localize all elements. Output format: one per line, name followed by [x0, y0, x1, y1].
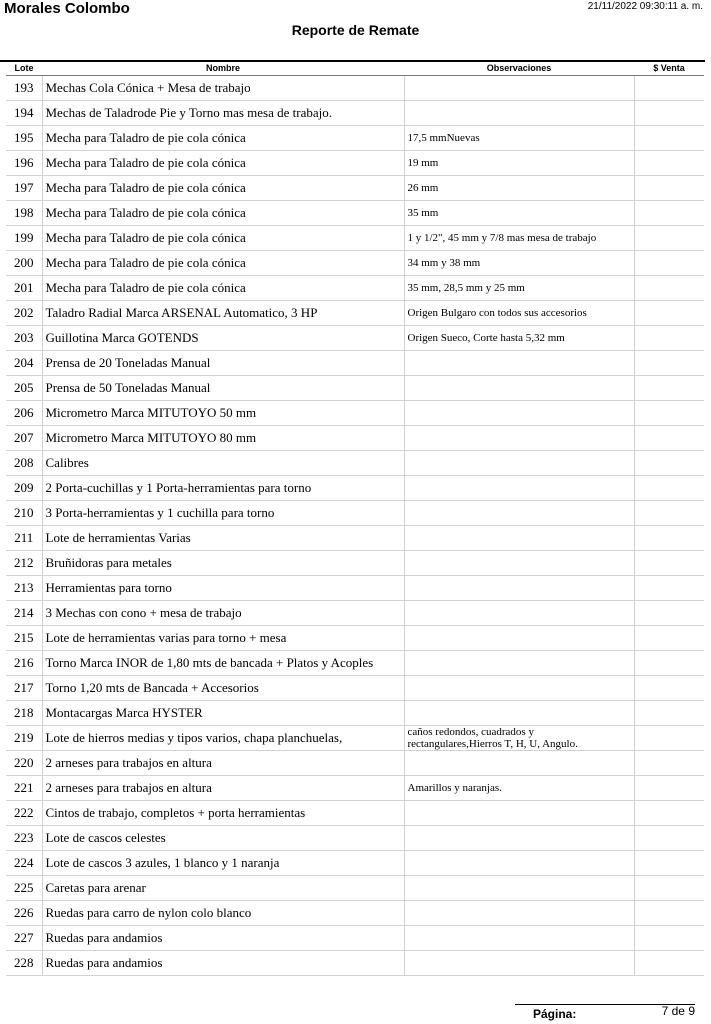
nombre-cell: Mecha para Taladro de pie cola cónica [42, 251, 404, 276]
observaciones-cell [404, 651, 634, 676]
observaciones-cell [404, 901, 634, 926]
lote-cell: 203 [6, 326, 42, 351]
nombre-cell: Caretas para arenar [42, 876, 404, 901]
observaciones-cell: 35 mm [404, 201, 634, 226]
lote-cell: 221 [6, 776, 42, 801]
venta-cell [634, 576, 704, 601]
table-row [6, 476, 704, 501]
venta-cell [634, 176, 704, 201]
nombre-cell: 2 arneses para trabajos en altura [42, 751, 404, 776]
nombre-cell: Herramientas para torno [42, 576, 404, 601]
nombre-cell: Cintos de trabajo, completos + porta herramientas [42, 801, 404, 826]
nombre-cell: Ruedas para carro de nylon colo blanco [42, 901, 404, 926]
table-row [6, 551, 704, 576]
lote-cell: 206 [6, 401, 42, 426]
venta-cell [634, 401, 704, 426]
table-row [6, 776, 704, 801]
table-row [6, 801, 704, 826]
table-row [6, 301, 704, 326]
venta-cell [634, 751, 704, 776]
venta-cell [634, 151, 704, 176]
table-row [6, 176, 704, 201]
table-row [6, 351, 704, 376]
lote-cell: 220 [6, 751, 42, 776]
observaciones-cell: 35 mm, 28,5 mm y 25 mm [404, 276, 634, 301]
observaciones-cell [404, 576, 634, 601]
observaciones-cell [404, 551, 634, 576]
venta-cell [634, 101, 704, 126]
table-row [6, 576, 704, 601]
nombre-cell: Mecha para Taladro de pie cola cónica [42, 151, 404, 176]
venta-cell [634, 601, 704, 626]
nombre-cell: Lote de hierros medias y tipos varios, chapa planchuelas, [42, 726, 404, 751]
observaciones-cell: 17,5 mmNuevas [404, 126, 634, 151]
observaciones-cell: 1 y 1/2", 45 mm y 7/8 mas mesa de trabajo [404, 226, 634, 251]
observaciones-cell [404, 76, 634, 101]
table-row [6, 726, 704, 751]
nombre-cell: Calibres [42, 451, 404, 476]
nombre-cell: Mecha para Taladro de pie cola cónica [42, 201, 404, 226]
observaciones-cell [404, 676, 634, 701]
nombre-cell: Mecha para Taladro de pie cola cónica [42, 176, 404, 201]
table-row [6, 526, 704, 551]
venta-cell [634, 876, 704, 901]
observaciones-cell [404, 851, 634, 876]
lote-cell: 212 [6, 551, 42, 576]
venta-cell [634, 651, 704, 676]
table-row [6, 126, 704, 151]
table-row [6, 201, 704, 226]
lote-cell: 195 [6, 126, 42, 151]
observaciones-cell [404, 476, 634, 501]
venta-cell [634, 351, 704, 376]
nombre-cell: 3 Porta-herramientas y 1 cuchilla para torno [42, 501, 404, 526]
table-row [6, 701, 704, 726]
nombre-cell: 2 arneses para trabajos en altura [42, 776, 404, 801]
observaciones-cell [404, 626, 634, 651]
table-row [6, 676, 704, 701]
company-name: Morales Colombo [4, 0, 130, 17]
lote-cell: 225 [6, 876, 42, 901]
nombre-cell: Ruedas para andamios [42, 951, 404, 976]
venta-cell [634, 526, 704, 551]
nombre-cell: Mecha para Taladro de pie cola cónica [42, 276, 404, 301]
observaciones-cell [404, 801, 634, 826]
lote-cell: 205 [6, 376, 42, 401]
lote-cell: 217 [6, 676, 42, 701]
table-row [6, 451, 704, 476]
table-row [6, 151, 704, 176]
report-timestamp: 21/11/2022 09:30:11 a. m. [587, 1, 703, 12]
lote-cell: 196 [6, 151, 42, 176]
venta-cell [634, 826, 704, 851]
nombre-cell: Lote de cascos celestes [42, 826, 404, 851]
nombre-cell: Torno 1,20 mts de Bancada + Accesorios [42, 676, 404, 701]
table-row [6, 876, 704, 901]
lote-cell: 194 [6, 101, 42, 126]
nombre-cell: Torno Marca INOR de 1,80 mts de bancada + Platos y Acoples [42, 651, 404, 676]
nombre-cell: Montacargas Marca HYSTER [42, 701, 404, 726]
observaciones-cell: 26 mm [404, 176, 634, 201]
observaciones-cell [404, 501, 634, 526]
venta-cell [634, 701, 704, 726]
table-row [6, 376, 704, 401]
lote-cell: 209 [6, 476, 42, 501]
venta-cell [634, 301, 704, 326]
table-row [6, 626, 704, 651]
auction-table [6, 61, 704, 976]
column-header-venta: $ Venta [634, 61, 704, 76]
nombre-cell: Lote de herramientas Varias [42, 526, 404, 551]
observaciones-cell [404, 376, 634, 401]
table-row [6, 901, 704, 926]
nombre-cell: Taladro Radial Marca ARSENAL Automatico, 3 HP [42, 301, 404, 326]
lote-cell: 210 [6, 501, 42, 526]
lote-cell: 202 [6, 301, 42, 326]
venta-cell [634, 126, 704, 151]
nombre-cell: Mecha para Taladro de pie cola cónica [42, 226, 404, 251]
observaciones-cell [404, 701, 634, 726]
lote-cell: 214 [6, 601, 42, 626]
observaciones-cell [404, 351, 634, 376]
venta-cell [634, 476, 704, 501]
lote-cell: 198 [6, 201, 42, 226]
nombre-cell: Prensa de 20 Toneladas Manual [42, 351, 404, 376]
observaciones-cell: Origen Bulgaro con todos sus accesorios [404, 301, 634, 326]
table-row [6, 426, 704, 451]
lote-cell: 223 [6, 826, 42, 851]
lote-cell: 228 [6, 951, 42, 976]
venta-cell [634, 951, 704, 976]
lote-cell: 224 [6, 851, 42, 876]
venta-cell [634, 901, 704, 926]
table-row [6, 101, 704, 126]
venta-cell [634, 426, 704, 451]
venta-cell [634, 76, 704, 101]
page-number: 7 de 9 [661, 1004, 695, 1018]
observaciones-cell: 34 mm y 38 mm [404, 251, 634, 276]
observaciones-cell [404, 926, 634, 951]
observaciones-cell [404, 601, 634, 626]
observaciones-cell: 19 mm [404, 151, 634, 176]
column-header-observaciones: Observaciones [404, 61, 634, 76]
lote-cell: 197 [6, 176, 42, 201]
observaciones-cell: caños redondos, cuadrados y rectangulares,Hierros T, H, U, Angulo. [404, 726, 634, 751]
lote-cell: 215 [6, 626, 42, 651]
table-row [6, 326, 704, 351]
lote-cell: 193 [6, 76, 42, 101]
lote-cell: 226 [6, 901, 42, 926]
venta-cell [634, 776, 704, 801]
observaciones-cell [404, 526, 634, 551]
observaciones-cell: Amarillos y naranjas. [404, 776, 634, 801]
table-header-row [6, 61, 704, 76]
lote-cell: 211 [6, 526, 42, 551]
table-row [6, 926, 704, 951]
venta-cell [634, 851, 704, 876]
venta-cell [634, 201, 704, 226]
nombre-cell: Bruñidoras para metales [42, 551, 404, 576]
column-header-nombre: Nombre [42, 61, 404, 76]
page-label: Página: [533, 1007, 577, 1021]
report-title: Reporte de Remate [291, 22, 420, 38]
table-row [6, 226, 704, 251]
lote-cell: 204 [6, 351, 42, 376]
observaciones-cell [404, 751, 634, 776]
observaciones-cell [404, 101, 634, 126]
table-row [6, 251, 704, 276]
table-row [6, 651, 704, 676]
observaciones-cell [404, 451, 634, 476]
table-row [6, 826, 704, 851]
lote-cell: 218 [6, 701, 42, 726]
table-row [6, 401, 704, 426]
observaciones-cell [404, 826, 634, 851]
observaciones-cell [404, 401, 634, 426]
nombre-cell: Ruedas para andamios [42, 926, 404, 951]
venta-cell [634, 451, 704, 476]
venta-cell [634, 376, 704, 401]
table-row [6, 76, 704, 101]
nombre-cell: Lote de cascos 3 azules, 1 blanco y 1 naranja [42, 851, 404, 876]
lote-cell: 200 [6, 251, 42, 276]
observaciones-cell: Origen Sueco, Corte hasta 5,32 mm [404, 326, 634, 351]
venta-cell [634, 926, 704, 951]
venta-cell [634, 726, 704, 751]
venta-cell [634, 501, 704, 526]
nombre-cell: Micrometro Marca MITUTOYO 80 mm [42, 426, 404, 451]
venta-cell [634, 676, 704, 701]
nombre-cell: Mecha para Taladro de pie cola cónica [42, 126, 404, 151]
nombre-cell: Guillotina Marca GOTENDS [42, 326, 404, 351]
observaciones-cell [404, 951, 634, 976]
nombre-cell: Mechas Cola Cónica + Mesa de trabajo [42, 76, 404, 101]
table-row [6, 601, 704, 626]
lote-cell: 213 [6, 576, 42, 601]
column-header-lote: Lote [6, 61, 42, 76]
venta-cell [634, 326, 704, 351]
lote-cell: 219 [6, 726, 42, 751]
table-row [6, 851, 704, 876]
nombre-cell: 2 Porta-cuchillas y 1 Porta-herramientas para torno [42, 476, 404, 501]
nombre-cell: Lote de herramientas varias para torno + mesa [42, 626, 404, 651]
venta-cell [634, 801, 704, 826]
table-body [6, 76, 704, 976]
lote-cell: 222 [6, 801, 42, 826]
table-row [6, 951, 704, 976]
venta-cell [634, 251, 704, 276]
table-row [6, 276, 704, 301]
lote-cell: 201 [6, 276, 42, 301]
observaciones-cell [404, 426, 634, 451]
lote-cell: 208 [6, 451, 42, 476]
venta-cell [634, 226, 704, 251]
table-row [6, 751, 704, 776]
lote-cell: 207 [6, 426, 42, 451]
venta-cell [634, 626, 704, 651]
lote-cell: 227 [6, 926, 42, 951]
venta-cell [634, 276, 704, 301]
lote-cell: 216 [6, 651, 42, 676]
nombre-cell: Prensa de 50 Toneladas Manual [42, 376, 404, 401]
nombre-cell: Micrometro Marca MITUTOYO 50 mm [42, 401, 404, 426]
venta-cell [634, 551, 704, 576]
nombre-cell: Mechas de Taladrode Pie y Torno mas mesa de trabajo. [42, 101, 404, 126]
table-row [6, 501, 704, 526]
observaciones-cell [404, 876, 634, 901]
nombre-cell: 3 Mechas con cono + mesa de trabajo [42, 601, 404, 626]
lote-cell: 199 [6, 226, 42, 251]
